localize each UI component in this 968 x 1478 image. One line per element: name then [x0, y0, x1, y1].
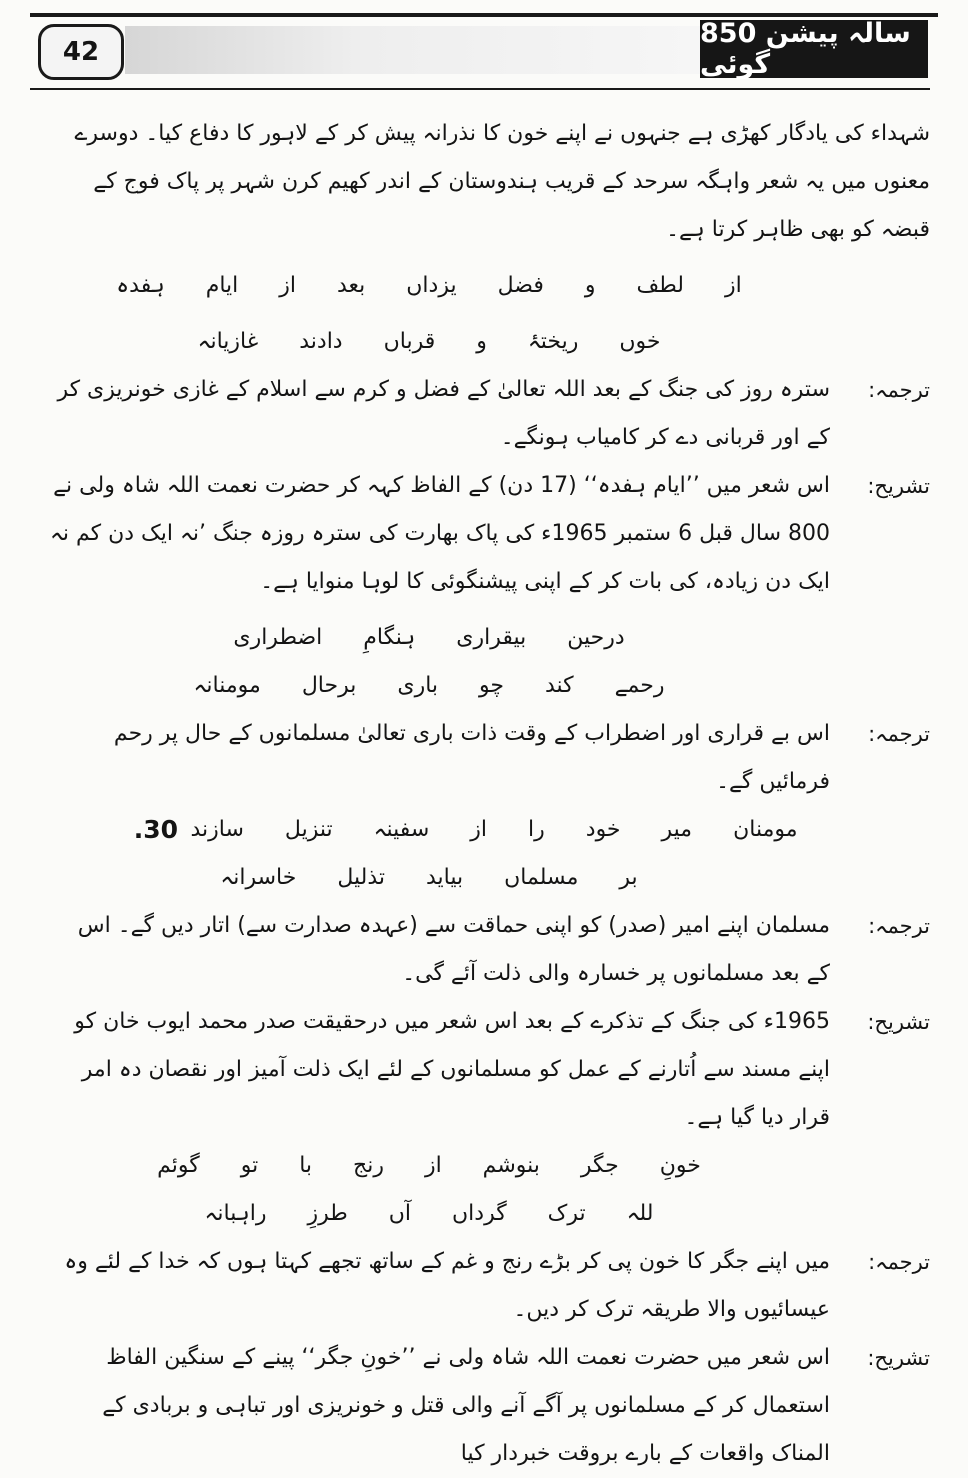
verse-1-line-1: از لطف و فضل یزداں بعد از ایام ہفدہ: [116, 273, 742, 298]
page-header: [30, 20, 928, 78]
translation-1: [48, 366, 930, 462]
translation-text: سترہ روز کی جنگ کے بعد اللہ تعالیٰ کے فضل و کرم سے اسلام کے غازی خونریزی کر کے اور قربانی دے کر کامیاب ہونگے۔: [57, 377, 830, 450]
translation-label: ترجمہ:: [868, 1250, 930, 1274]
translation-label: ترجمہ:: [868, 378, 930, 402]
translation-4: [48, 1238, 930, 1334]
explanation-4: [48, 1334, 930, 1478]
header-band: [125, 26, 703, 74]
verse-4-line-2: للہ ترک گرداں آں طرزِ راہبانہ: [204, 1201, 654, 1226]
page-body: [48, 110, 930, 1478]
translation-2: [48, 710, 930, 806]
explanation-3: [48, 998, 930, 1142]
translation-label: ترجمہ:: [868, 914, 930, 938]
intro-paragraph: شہداء کی یادگار کھڑی ہے جنہوں نے اپنے خون کا نذرانہ پیش کر کے لاہور کا دفاع کیا۔ دوسرے معنوں میں یہ شعر واہگہ سرحد کے قریب ہندوستان کے اندر کھیم کرن شہر پر پاک فوج کے قبضہ کو بھی ظاہر کرتا ہے۔: [74, 121, 930, 242]
page-number: 42: [38, 24, 124, 80]
verse-number: 30.: [133, 815, 178, 844]
translation-text: اس بے قراری اور اضطراب کے وقت ذات باری تعالیٰ مسلمانوں کے حال پر رحم فرمائیں گے۔: [113, 721, 830, 794]
explanation-text: اس شعر میں حضرت نعمت اللہ شاہ ولی نے ’’خونِ جگر‘‘ پینے کے سنگین الفاظ استعمال کر کے مسلمانوں پر آگے آنے والی قتل و خونریزی اور تباہی و بربادی کے المناک واقعات کے بارے بروقت خبردار کیا: [102, 1345, 830, 1466]
explanation-label: تشریح:: [867, 474, 930, 498]
translation-text: میں اپنے جگر کا خون پی کر بڑے رنج و غم کے ساتھ تجھے کہتا ہوں کہ خدا کے لئے وہ عیسائیوں والا طریقہ ترک کر دیں۔: [64, 1249, 830, 1322]
verse-1-line-2: خوں ریختۂ و قرباں دادند غازیانہ: [197, 329, 661, 354]
translation-label: ترجمہ:: [868, 722, 930, 746]
verse-3-line-2: بر مسلماں بیاید تذلیل خاسرانہ: [220, 865, 638, 890]
header-rule: [30, 88, 930, 90]
verse-2-line-1: درحین بیقراری ہنگامِ اضطراری: [233, 625, 625, 650]
verse-30: [48, 806, 930, 854]
explanation-label: تشریح:: [867, 1346, 930, 1370]
verse-3-line-1: مومنان میر خود را از سفینہ تنزیل سازند: [190, 817, 798, 842]
top-rule: [30, 13, 938, 17]
book-title: 850 سالہ پیشن گوئی: [700, 20, 928, 78]
verse-2-line-2: رحمے کند چو باری برحال مومنانہ: [193, 673, 665, 698]
explanation-text: 1965ء کی جنگ کے تذکرے کے بعد اس شعر میں درحقیقت صدر محمد ایوب خان کو اپنے مسند سے اُتارنے کے عمل کو مسلمانوں کے لئے ایک ذلت آمیز اور نقصان دہ امر قرار دیا گیا ہے۔: [74, 1009, 830, 1130]
verse-4-line-1: خونِ جگر بنوشم از رنج با تو گوئم: [157, 1153, 701, 1178]
translation-3: [48, 902, 930, 998]
explanation-1: [48, 462, 930, 606]
translation-text: مسلمان اپنے امیر (صدر) کو اپنی حماقت سے (عہدہ صدارت سے) اتار دیں گے۔ اس کے بعد مسلمانوں پر خسارہ والی ذلت آئے گی۔: [77, 913, 830, 986]
explanation-label: تشریح:: [867, 1010, 930, 1034]
explanation-text: اس شعر میں ’’ایام ہفدہ‘‘ (17 دن) کے الفاظ کہہ کر حضرت نعمت اللہ شاہ ولی نے 800 سال قبل 6 ستمبر 1965ء کی پاک بھارت کی سترہ روزہ جنگ ’نہ ایک دن کم نہ ایک دن زیادہ، کی بات کر کے اپنی پیشنگوئی کا لوہا منوایا ہے۔: [50, 473, 830, 594]
